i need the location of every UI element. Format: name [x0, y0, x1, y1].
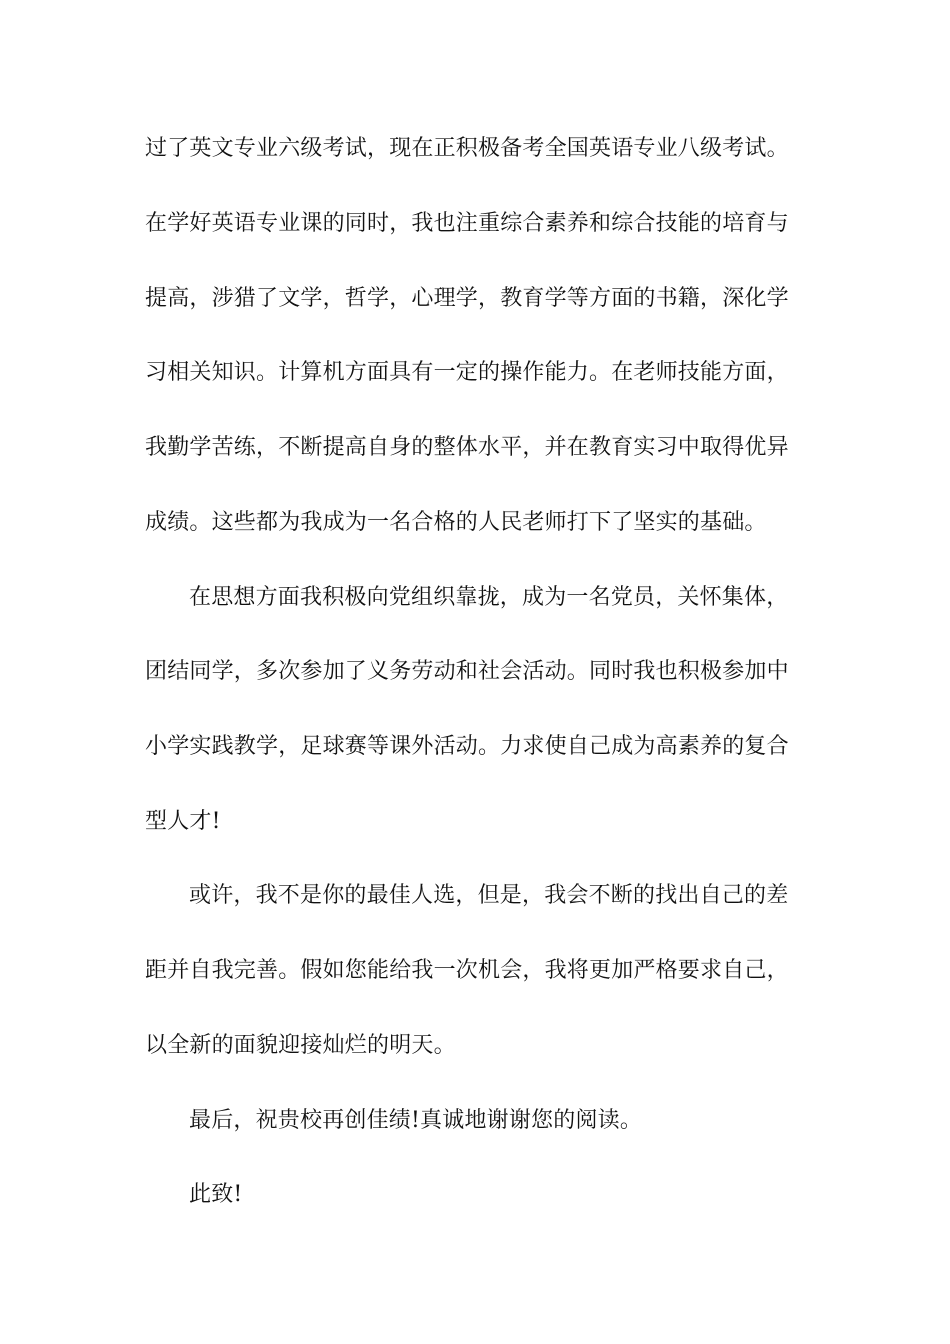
text-line-15: 此致!	[189, 1182, 243, 1207]
text-line-10: 型人才!	[145, 809, 221, 834]
text-line-4: 习相关知识。计算机方面具有一定的操作能力。在老师技能方面，	[145, 360, 789, 385]
text-line-13: 以全新的面貌迎接灿烂的明天。	[145, 1033, 456, 1058]
text-line-9: 小学实践教学，足球赛等课外活动。力求使自己成为高素养的复合	[145, 734, 789, 759]
text-line-8: 团结同学，多次参加了义务劳动和社会活动。同时我也积极参加中	[145, 659, 789, 684]
text-line-14: 最后，祝贵校再创佳绩!真诚地谢谢您的阅读。	[189, 1108, 643, 1133]
text-line-1: 过了英文专业六级考试，现在正积极备考全国英语专业八级考试。	[145, 136, 789, 161]
text-line-3: 提高，涉猎了文学，哲学，心理学，教育学等方面的书籍，深化学	[145, 286, 789, 311]
text-line-6: 成绩。这些都为我成为一名合格的人民老师打下了坚实的基础。	[145, 510, 767, 535]
text-line-2: 在学好英语专业课的同时，我也注重综合素养和综合技能的培育与	[145, 211, 789, 236]
text-line-7: 在思想方面我积极向党组织靠拢，成为一名党员，关怀集体，	[189, 585, 789, 610]
text-line-5: 我勤学苦练，不断提高自身的整体水平，并在教育实习中取得优异	[145, 435, 789, 460]
text-line-11: 或许，我不是你的最佳人选，但是，我会不断的找出自己的差	[189, 883, 789, 908]
text-line-12: 距并自我完善。假如您能给我一次机会，我将更加严格要求自己，	[145, 958, 789, 983]
